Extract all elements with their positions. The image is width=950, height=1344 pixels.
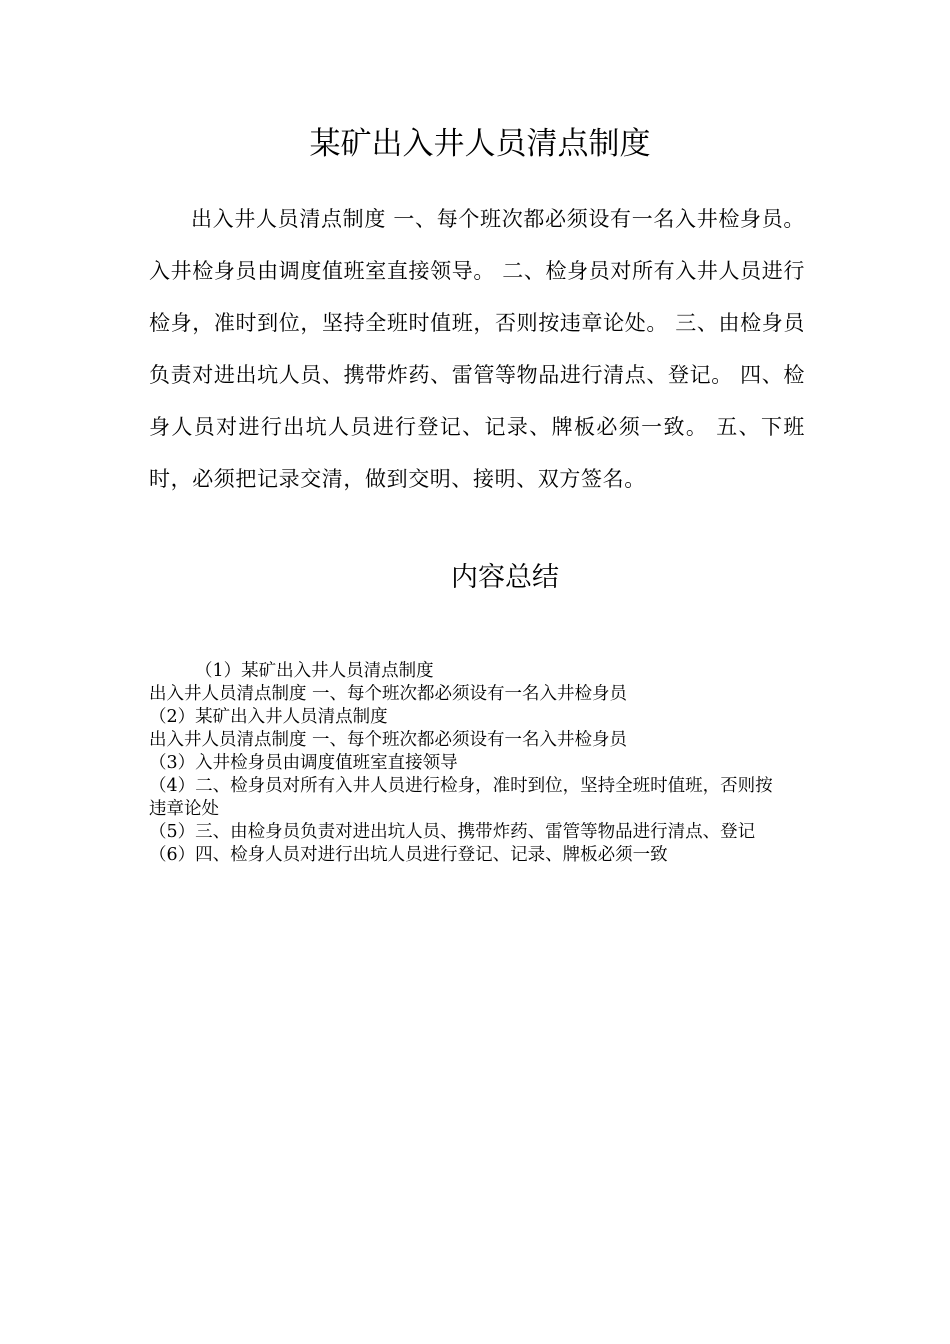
summary-item: （2）某矿出入井人员清点制度 xyxy=(149,707,388,727)
summary-item: 出入井人员清点制度 一、每个班次都必须设有一名入井检身员 xyxy=(149,684,628,704)
document-title: 某矿出入井人员清点制度 xyxy=(309,126,651,162)
body-paragraph: 出入井人员清点制度 一、每个班次都必须设有一名入井检身员。入井检身员由调度值班室直接领导。 二、检身员对所有入井人员进行检身，准时到位，坚持全班时值班，否则按违章论处。 三、由检身员负责对进出坑人员、携带炸药、雷管等物品进行清点、登记。 四、检身人员对进行出坑人员进行登记、记录、牌板必须一致。 五、下班时，必须把记录交清，做到交明、接明、双方签名。 xyxy=(149,207,805,491)
summary-item: （6）四、检身人员对进行出坑人员进行登记、记录、牌板必须一致 xyxy=(149,845,668,865)
summary-item: （4）二、检身员对所有入井人员进行检身，准时到位，坚持全班时值班，否则按违章论处 xyxy=(149,776,773,819)
summary-item: （1）某矿出入井人员清点制度 xyxy=(195,661,434,681)
summary-list xyxy=(149,660,789,867)
summary-item: （5）三、由检身员负责对进出坑人员、携带炸药、雷管等物品进行清点、登记 xyxy=(149,822,756,842)
summary-item: （3）入井检身员由调度值班室直接领导 xyxy=(149,753,458,773)
summary-item: 出入井人员清点制度 一、每个班次都必须设有一名入井检身员 xyxy=(149,730,628,750)
summary-title: 内容总结 xyxy=(451,562,559,593)
